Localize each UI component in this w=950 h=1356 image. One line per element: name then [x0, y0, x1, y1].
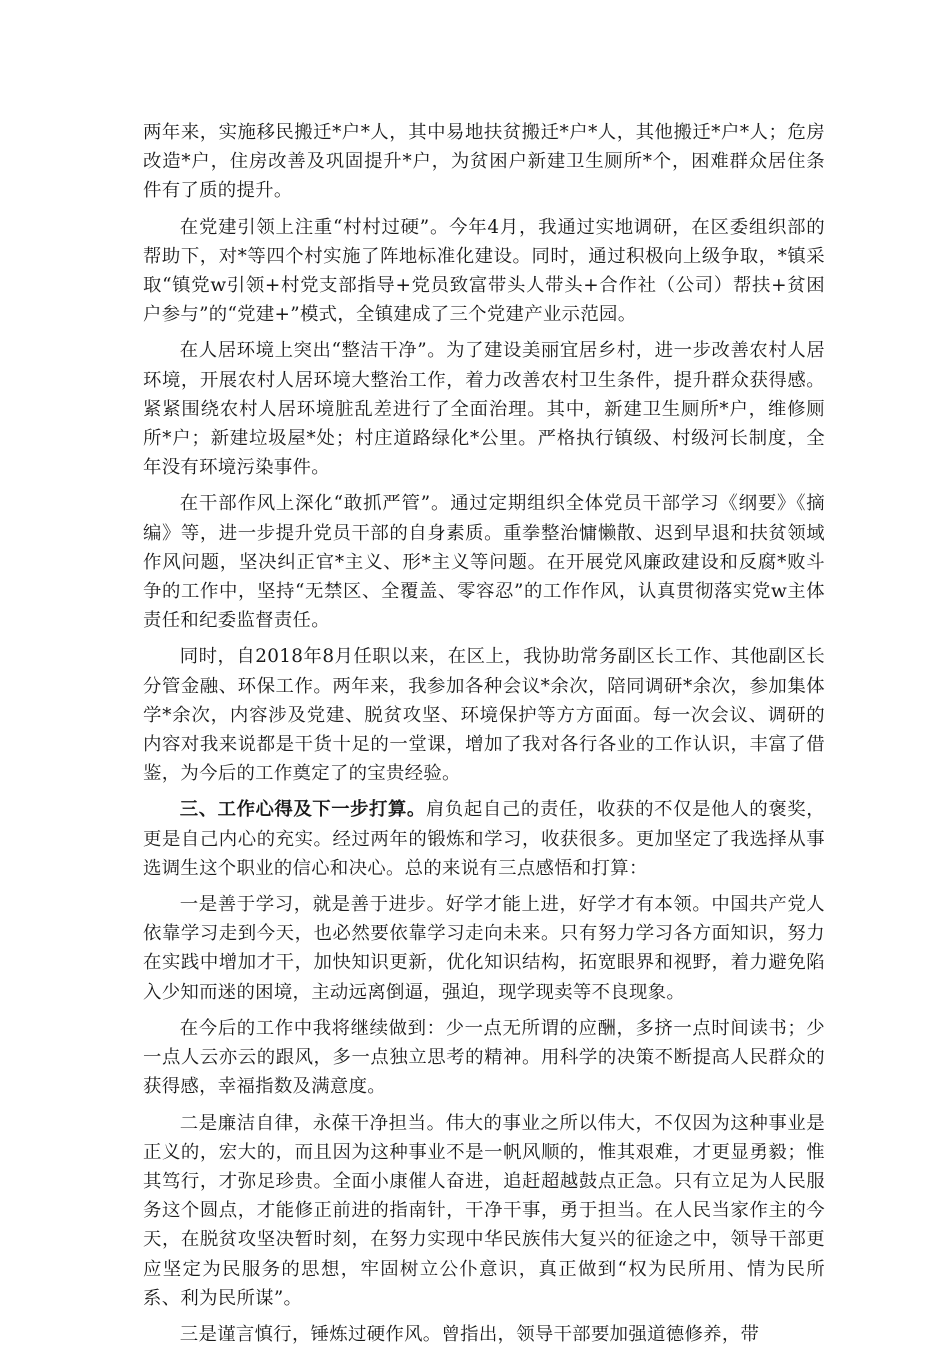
- paragraph-future-work: [143, 1014, 825, 1102]
- paragraph-party-building: [143, 213, 825, 330]
- paragraph-text: 三是谨言慎行，锤炼过硬作风。曾指出，领导干部要加强道德修养，带: [179, 1323, 760, 1345]
- document-body: [143, 118, 825, 1356]
- paragraph-text: 在党建引领上注重“村村过硬”。今年4月，我通过实地调研，在区委组织部的帮助下，对*等四个村实施了阵地标准化建设。同时，通过积极向上级争取，*镇采取“镇党w引领+村党支部指导+党员致富带头人带头+合作社（公司）帮扶+贫困户参与”的“党建+”模式，全镇建成了三个党建产业示范园。: [143, 216, 825, 326]
- paragraph-point-three: [143, 1320, 825, 1349]
- paragraph-text: 同时，自2018年8月任职以来，在区上，我协助常务副区长工作、其他副区长分管金融、环保工作。两年来，我参加各种会议*余次，陪同调研*余次，参加集体学*余次，内容涉及党建、脱贫攻坚、环境保护等方方面面。每一次会议、调研的内容对我来说都是干货十足的一堂课，增加了我对各行各业的工作认识，丰富了借鉴，为今后的工作奠定了的宝贵经验。: [143, 646, 825, 785]
- section-heading: 三、工作心得及下一步打算。: [179, 799, 426, 821]
- paragraph-text: 在干部作风上深化“敢抓严管”。通过定期组织全体党员干部学习《纲要》《摘编》等，进一步提升党员干部的自身素质。重拳整治慵懒散、迟到早退和扶贫领域作风问题，坚决纠正官*主义、形*主义等问题。在开展党风廉政建设和反腐*败斗争的工作中，坚持“无禁区、全覆盖、零容忍”的工作作风，认真贯彻落实党w主体责任和纪委监督责任。: [143, 493, 825, 632]
- paragraph-text: 在今后的工作中我将继续做到：少一点无所谓的应酬，多挤一点时间读书；少一点人云亦云的跟风，多一点独立思考的精神。用科学的决策不断提高人民群众的获得感，幸福指数及满意度。: [143, 1017, 825, 1098]
- paragraph-text: 在人居环境上突出“整洁干净”。为了建设美丽宜居乡村，进一步改善农村人居环境，开展农村人居环境大整治工作，着力改善农村卫生条件，提升群众获得感。紧紧围绕农村人居环境脏乱差进行了全面治理。其中，新建卫生厕所*户，维修厕所*户；新建垃圾屋*处；村庄道路绿化*公里。严格执行镇级、村级河长制度，全年没有环境污染事件。: [143, 340, 825, 479]
- paragraph-text: 肩负起自己的责任，收获的不仅是他人的褒奖，更是自己内心的充实。经过两年的锻炼和学习，收获很多。更加坚定了我选择从事选调生这个职业的信心和决心。总的来说有三点感悟和打算：: [143, 799, 825, 879]
- paragraph-resettlement: [143, 118, 825, 206]
- paragraph-text: 一是善于学习，就是善于进步。好学才能上进，好学才有本领。中国共产党人依靠学习走到今天，也必然要依靠学习走向未来。只有努力学习各方面知识，努力在实践中增加才干，加快知识更新，优化知识结构，拓宽眼界和视野，着力避免陷入少知而迷的困境，主动远离倒逼，强迫，现学现卖等不良现象。: [143, 894, 825, 1003]
- paragraph-living-environment: [143, 336, 825, 482]
- paragraph-text: 两年来，实施移民搬迁*户*人，其中易地扶贫搬迁*户*人，其他搬迁*户*人；危房改造*户，住房改善及巩固提升*户，为贫困户新建卫生厕所*个，困难群众居住条件有了质的提升。: [143, 122, 825, 202]
- paragraph-point-two: [143, 1109, 825, 1313]
- paragraph-cadre-style: [143, 489, 825, 635]
- paragraph-text: 二是廉洁自律，永葆干净担当。伟大的事业之所以伟大，不仅因为这种事业是正义的，宏大的，而且因为这种事业不是一帆风顺的，惟其艰难，才更显勇毅；惟其笃行，才弥足珍贵。全面小康催人奋进，追赶超越鼓点正急。只有立足为人民服务这个圆点，才能修正前进的指南针，干净干事，勇于担当。在人民当家作主的今天，在脱贫攻坚决暂时刻，在努力实现中华民族伟大复兴的征途之中，领导干部更应坚定为民服务的思想，牢固树立公仆意识，真正做到“权为民所用、情为民所系、利为民所谋”。: [143, 1112, 825, 1309]
- paragraph-point-one: [143, 890, 825, 1007]
- paragraph-district-work: [143, 642, 825, 788]
- paragraph-section-three: [143, 795, 825, 883]
